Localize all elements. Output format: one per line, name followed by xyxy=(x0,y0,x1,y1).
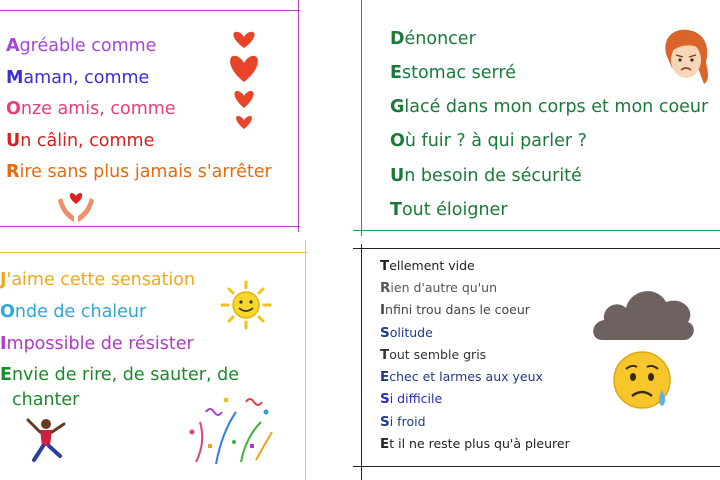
tristesse-card-left-border xyxy=(361,244,362,480)
amour-line-5: Rire sans plus jamais s'arrêter xyxy=(6,162,272,182)
degout-card-left-border xyxy=(361,0,362,236)
tristesse-line-9: Et il ne reste plus qu'à pleurer xyxy=(380,436,570,452)
amour-card-right-border xyxy=(298,0,299,232)
crying-face-icon xyxy=(612,350,676,414)
tristesse-line-6: Echec et larmes aux yeux xyxy=(380,369,543,385)
confetti-icon xyxy=(186,392,276,472)
tristesse-line-3: Infini trou dans le coeur xyxy=(380,302,530,318)
degout-line-4: Où fuir ? à qui parler ? xyxy=(390,131,587,151)
amour-card-bottom-border xyxy=(0,226,300,227)
tristesse-line-4: Solitude xyxy=(380,325,433,341)
heart-hands-icon xyxy=(54,190,98,224)
degout-line-3: Glacé dans mon corps et mon coeur xyxy=(390,97,709,117)
tristesse-line-7: Si difficile xyxy=(380,391,443,407)
degout-line-2: Estomac serré xyxy=(390,63,516,83)
tristesse-card-bottom-border xyxy=(353,466,720,467)
degout-line-6: Tout éloigner xyxy=(390,200,508,220)
dancing-person-icon xyxy=(22,416,68,462)
tristesse-line-8: Si froid xyxy=(380,414,426,430)
joie-card-top-border xyxy=(0,252,308,253)
tristesse-line-2: Rien d'autre qu'un xyxy=(380,280,497,296)
tristesse-line-1: Tellement vide xyxy=(380,258,475,274)
sad-girl-icon xyxy=(658,28,714,86)
joie-card-right-border xyxy=(305,240,306,480)
degout-line-1: Dénoncer xyxy=(390,29,476,49)
joie-line-3: Impossible de résister xyxy=(0,334,194,354)
amour-line-4: Un câlin, comme xyxy=(6,131,155,151)
hearts-icon xyxy=(226,30,262,130)
joie-line-4: Envie de rire, de sauter, de xyxy=(0,365,239,385)
tristesse-line-5: Tout semble gris xyxy=(380,347,487,363)
amour-line-3: Onze amis, comme xyxy=(6,99,176,119)
joie-line-2: Onde de chaleur xyxy=(0,302,147,322)
joie-line-1: J'aime cette sensation xyxy=(0,270,196,290)
amour-line-2: Maman, comme xyxy=(6,68,150,88)
degout-card-bottom-border xyxy=(353,230,720,231)
joie-line-5: chanter xyxy=(12,390,80,410)
rain-cloud-icon xyxy=(592,282,696,342)
sun-icon xyxy=(218,280,274,330)
amour-line-1: Agréable comme xyxy=(6,36,157,56)
degout-line-5: Un besoin de sécurité xyxy=(390,166,582,186)
amour-card-top-border xyxy=(0,10,300,11)
tristesse-card-top-border xyxy=(353,248,720,249)
